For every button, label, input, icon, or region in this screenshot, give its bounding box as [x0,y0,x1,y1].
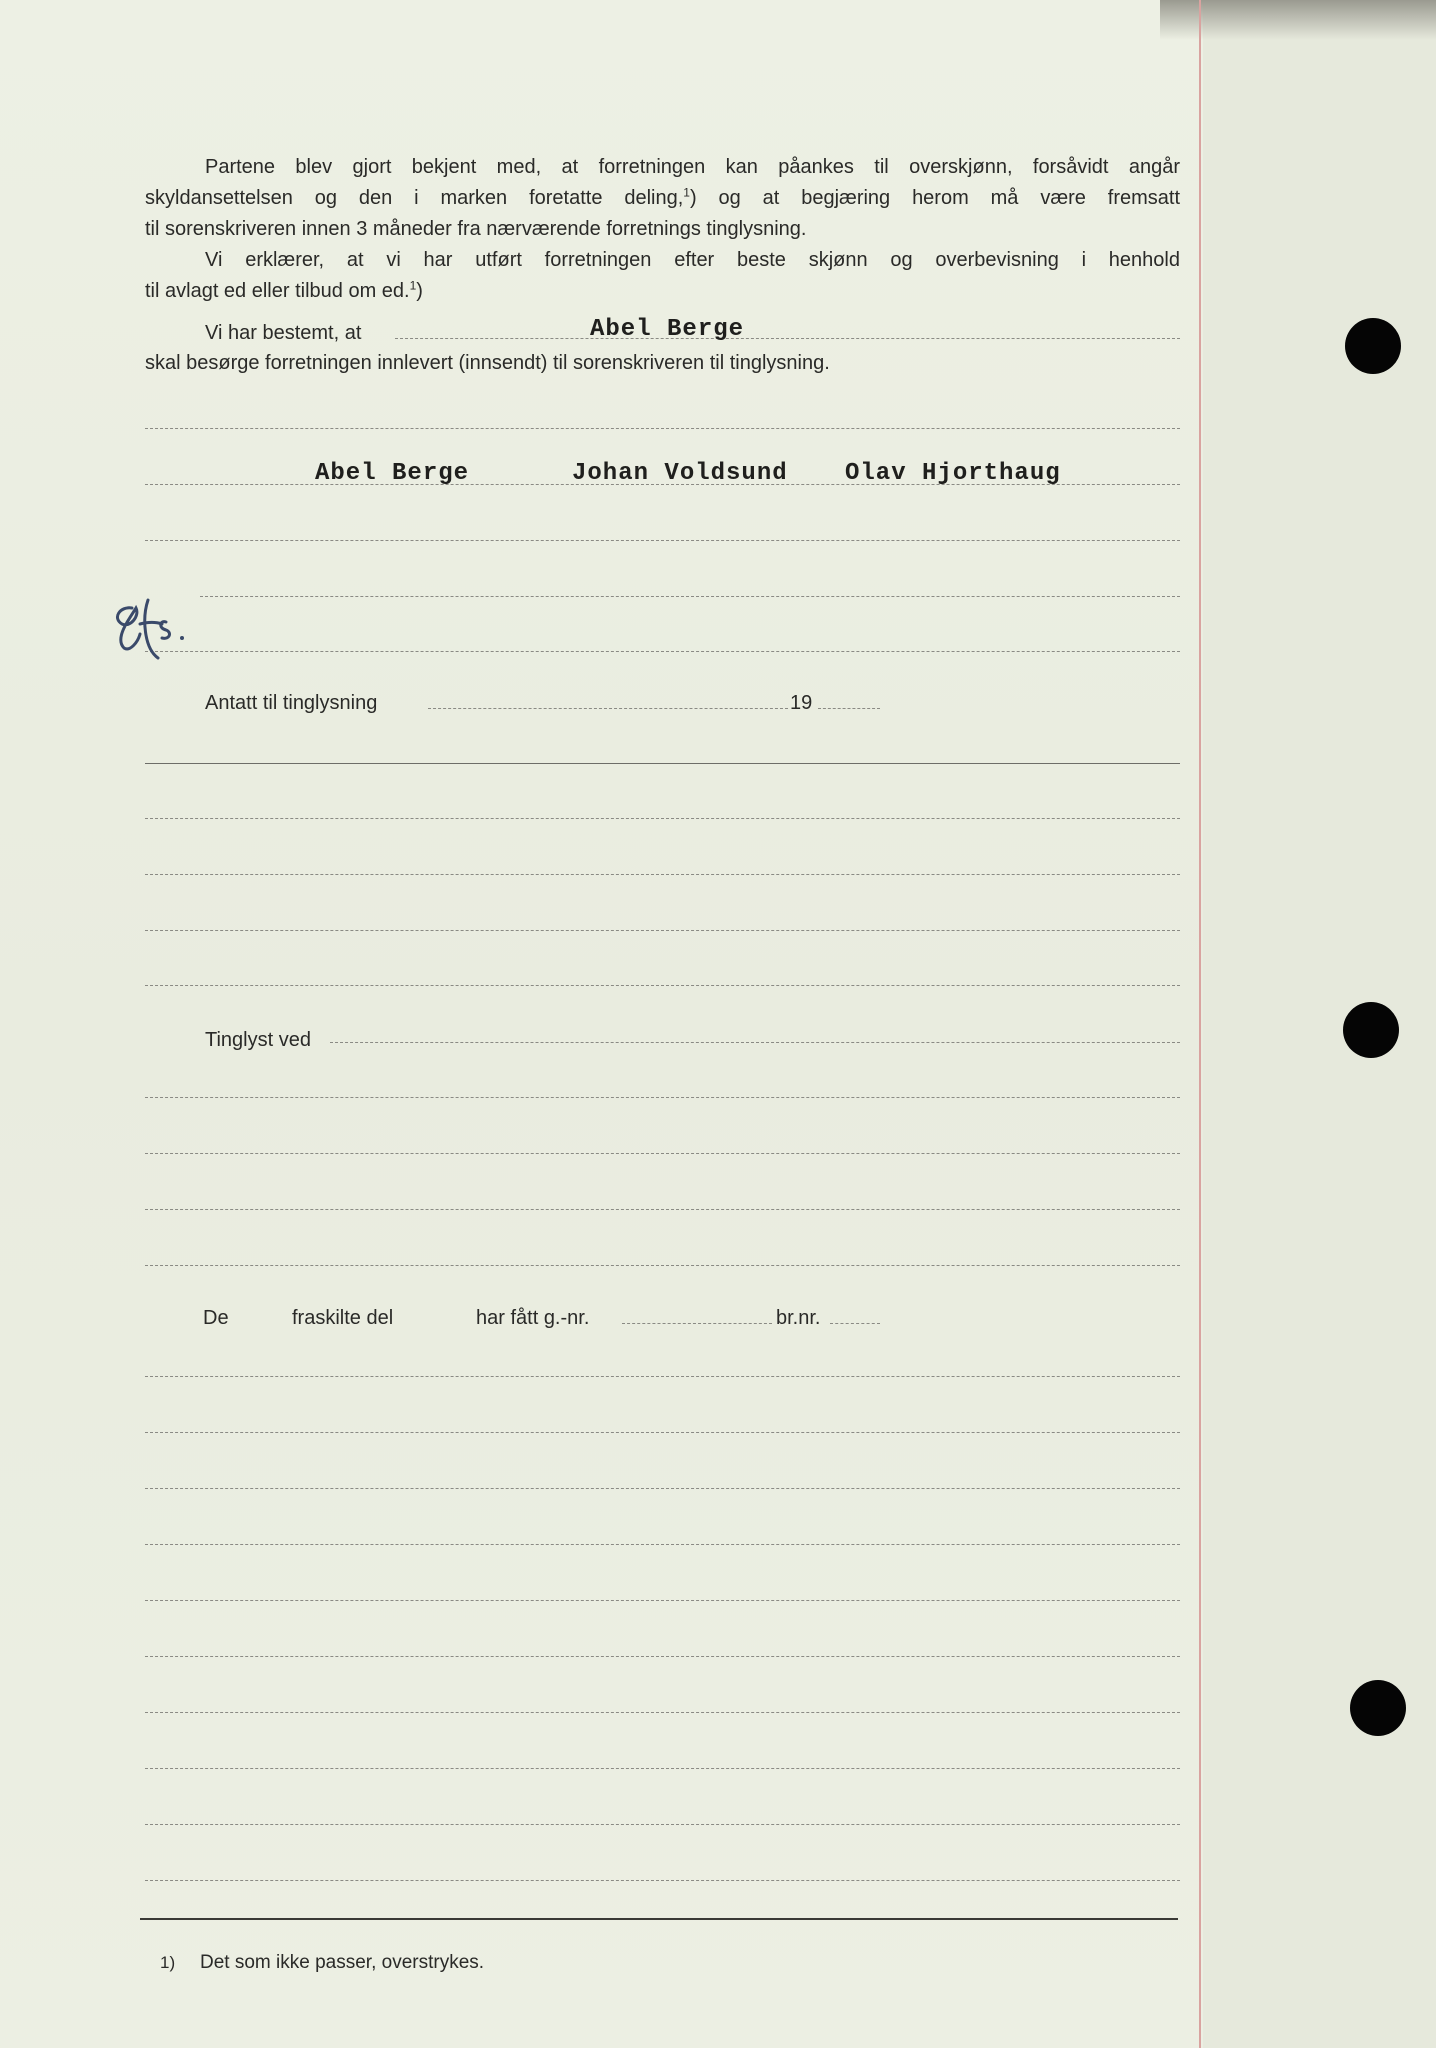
blank-line-14 [145,1376,1180,1377]
tinglyst-line [330,1042,1180,1043]
blank-line-3 [200,596,1180,597]
paragraph-3-line-2: skal besørge forretningen innlevert (innsendt) til sorenskriveren til tinglysning. [145,352,830,374]
bestemt-label: Vi har bestemt, at [205,322,362,344]
blank-line-21 [145,1768,1180,1769]
blank-line-10 [145,1097,1180,1098]
antatt-line [428,708,788,709]
footnote-rule [140,1918,1178,1920]
blank-line-19 [145,1656,1180,1657]
paragraph-1 [205,152,1180,183]
bestemt-line [395,338,1180,339]
paragraph-2 [205,245,1180,276]
brnr-label: br.nr. [776,1307,821,1329]
footnote-mark: 1) [160,1953,176,1972]
blank-line-17 [145,1544,1180,1545]
gnr-label: har fått g.-nr. [476,1307,590,1329]
blank-line-4 [145,651,1180,652]
signature-2: Johan Voldsund [572,460,788,487]
blank-line-2 [145,540,1180,541]
paragraph-1-line-2: skyldansettelsen og den i marken foretatte deling,$^1$) og at begjæring herom må være fremsatt [145,185,1181,209]
blank-line-15 [145,1432,1180,1433]
blank-line-13 [145,1265,1180,1266]
paragraph-1-line-3: til sorenskriveren innen 3 måneder fra nærværende forretnings tinglysning. [145,218,807,240]
tinglyst-label: Tinglyst ved [205,1029,311,1051]
footnote-text: Det som ikke passer, overstrykes. [200,1952,485,1973]
blank-line-6 [145,818,1180,819]
blank-line-18 [145,1600,1180,1601]
brnr-line [830,1323,880,1324]
paragraph-2-line-1: Vi erklærer, at vi har utført forretningen efter beste skjønn og overbevisning i henhold [205,249,1180,271]
paragraph-2-line-2: til avlagt ed eller tilbud om ed.$^1$) [145,278,423,302]
blank-line-12 [145,1209,1180,1210]
blank-line-7 [145,874,1180,875]
blank-line-23 [145,1880,1180,1881]
antatt-label: Antatt til tinglysning [205,692,378,714]
blank-line-22 [145,1824,1180,1825]
punch-hole-top [1345,318,1401,374]
antatt-year: 19 [790,692,813,714]
signature-3: Olav Hjorthaug [845,460,1061,487]
paragraph-1-line-1: Partene blev gjort bekjent med, at forretningen kan påankes til overskjønn, forsåvidt angår [205,156,1180,178]
blank-line-1 [145,428,1180,429]
margin-rule [1199,0,1201,2048]
punch-hole-middle [1343,1002,1399,1058]
antatt-year-line [818,708,880,709]
blank-line-9 [145,985,1180,986]
de-label: De [203,1307,229,1329]
handwritten-initials [100,578,200,668]
blank-line-20 [145,1712,1180,1713]
page-right-margin [1203,0,1436,2048]
blank-line-11 [145,1153,1180,1154]
fraskilte-label: fraskilte del [292,1307,394,1329]
blank-line-5 [145,763,1180,764]
gnr-line [622,1323,772,1324]
punch-hole-bottom [1350,1680,1406,1736]
blank-line-8 [145,930,1180,931]
signature-1: Abel Berge [315,460,470,487]
blank-line-16 [145,1488,1180,1489]
delivered-by-typed: Abel Berge [590,316,745,343]
signature-line [145,484,1180,485]
page-corner-shadow [1160,0,1436,40]
